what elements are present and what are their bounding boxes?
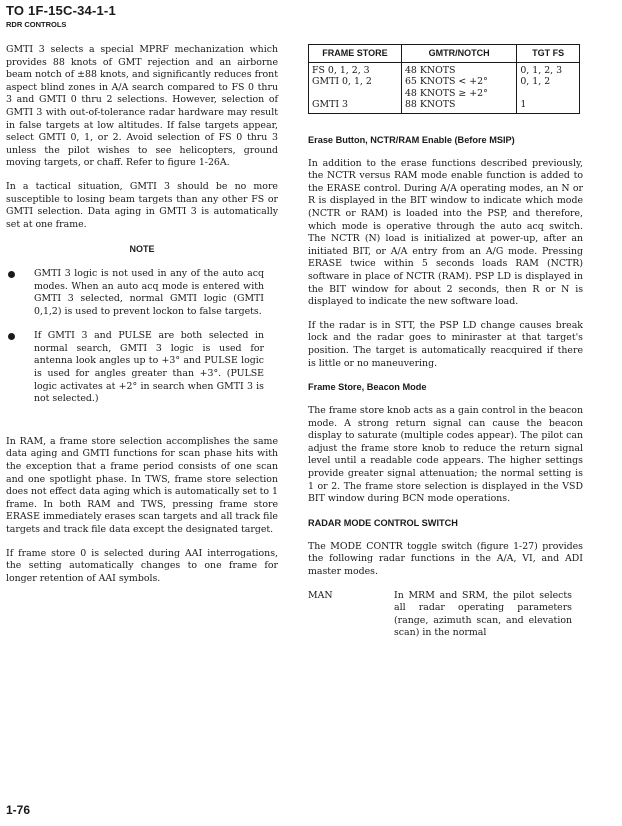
table-cell: 1 bbox=[517, 99, 580, 113]
paragraph: GMTI 3 selects a special MPRF mechanization which provides 88 knots of GMT rejection and an airborne beam notch of ±88 knots, and significantly reduces front aspect blind zones in A/A search compared to FS 0 thru 3 and GMTI 0 thru 2 selections. However, selection of GMTI 3 with out-of-tolerance radar hardware may result in false targets at low altitudes. If false targets appear, select GMTI 0, 1, or 2. Avoid selection of FS 0 thru 3 unless the pilot wishes to see helicopters, ground moving targets, or chaff. Refer to figure 1-26A. bbox=[6, 44, 278, 169]
table-cell: 0, 1, 2, 3 bbox=[517, 62, 580, 76]
page-number: 1-76 bbox=[6, 803, 31, 817]
table-cell: 48 KNOTS bbox=[401, 62, 516, 76]
paragraph: The frame store knob acts as a gain control in the beacon mode. A strong return signal can cause the beacon display to saturate (multiple codes appear). The pilot can adjust the frame store knob to reduce the return signal level until a readable code appears. The higher settings provide greater signal attenuation; the normal setting is 1 or 2. The frame store selection is displayed in the VSD BIT window during BCN mode operations. bbox=[308, 405, 583, 505]
table-cell: GMTI 3 bbox=[309, 99, 402, 113]
table-row bbox=[309, 88, 580, 100]
paragraph: If frame store 0 is selected during AAI interrogations, the setting automatically changes to one frame for longer retention of AAI symbols. bbox=[6, 547, 278, 584]
definition-term: MAN bbox=[308, 589, 333, 601]
note-bullet bbox=[6, 330, 264, 406]
note-text: If GMTI 3 and PULSE are both selected in normal search, GMTI 3 logic is used for antenna look angles up to +3° and PULSE logic is used for angles greater than +3°. (PULSE logic activates at +2° in search when GMTI 3 is not selected.) bbox=[34, 330, 264, 405]
table-header: FRAME STORE bbox=[309, 45, 402, 63]
table-row bbox=[309, 62, 580, 76]
left-column bbox=[6, 44, 278, 596]
section-heading: Frame Store, Beacon Mode bbox=[308, 382, 427, 393]
table-cell: GMTI 0, 1, 2 bbox=[309, 76, 402, 88]
section-heading: Erase Button, NCTR/RAM Enable (Before MSIP) bbox=[308, 134, 515, 145]
table-cell bbox=[517, 88, 580, 100]
note-bullet bbox=[6, 268, 264, 318]
table-cell: 88 KNOTS bbox=[401, 99, 516, 113]
frame-store-table bbox=[308, 44, 580, 114]
note-text: GMTI 3 logic is not used in any of the auto acq modes. When an auto acq mode is entered with GMTI 3 selected, normal GMTI logic (GMTI 0,1,2) is used to prevent lockon to false targets. bbox=[34, 267, 264, 317]
section-heading: RADAR MODE CONTROL SWITCH bbox=[308, 517, 458, 528]
note-title: NOTE bbox=[129, 244, 155, 255]
doc-id: TO 1F-15C-34-1-1 bbox=[6, 3, 116, 18]
definition-text: In MRM and SRM, the pilot selects all radar operating parameters (range, azimuth scan, and elevation scan) in the normal bbox=[394, 589, 572, 639]
table-cell bbox=[309, 88, 402, 100]
bullet-icon bbox=[8, 271, 15, 278]
table-cell: 0, 1, 2 bbox=[517, 76, 580, 88]
table-cell: 65 KNOTS < +2° bbox=[401, 76, 516, 88]
paragraph: The MODE CONTR toggle switch (figure 1-27) provides the following radar functions in the A/A, VI, and ADI master modes. bbox=[308, 540, 583, 578]
paragraph: In addition to the erase functions described previously, the NCTR versus RAM mode enable function is added to the ERASE control. During A/A operating modes, an N or R is displayed in the BIT window to indicate which mode (NCTR or RAM) is loaded into the PSP, and therefore, which mode is operative through the auto acq switch. The NCTR (N) load is initialized at power-up, after an initiated BIT, or A/A entry from an A/G mode. Pressing ERASE twice within 5 seconds loads RAM (NCTR) software in place of NCTR (RAM). PSP LD is displayed in the BIT window for about 2 seconds, then R or N is displayed to indicate the new software load. bbox=[308, 157, 583, 308]
table-row bbox=[309, 76, 580, 88]
paragraph: If the radar is in STT, the PSP LD change causes break lock and the radar goes to miniraster at that target's position. The target is automatically reacquired if there is little or no maneuvering. bbox=[308, 319, 583, 369]
bullet-icon bbox=[8, 333, 15, 340]
table-cell: 48 KNOTS ≥ +2° bbox=[401, 88, 516, 100]
table-cell: FS 0, 1, 2, 3 bbox=[309, 62, 402, 76]
section-header: RDR CONTROLS bbox=[6, 20, 67, 29]
table-row bbox=[309, 99, 580, 113]
table-header: GMTR/NOTCH bbox=[401, 45, 516, 63]
table-header: TGT FS bbox=[517, 45, 580, 63]
right-column bbox=[308, 44, 583, 640]
paragraph: In a tactical situation, GMTI 3 should be no more susceptible to losing beam targets than any other FS or GMTI selection. Data aging in GMTI 3 is automatically set at one frame. bbox=[6, 180, 278, 230]
definition-item bbox=[308, 590, 583, 640]
paragraph: In RAM, a frame store selection accomplishes the same data aging and GMTI functions for scan phase hits with the exception that a frame period consists of one scan and one spotlight phase. In TWS, frame store selection does not effect data aging which is automatically set to 1 frame. In both RAM and TWS, pressing frame store ERASE immediately erases scan targets and all track file targets and track file data except the designated target. bbox=[6, 435, 278, 535]
